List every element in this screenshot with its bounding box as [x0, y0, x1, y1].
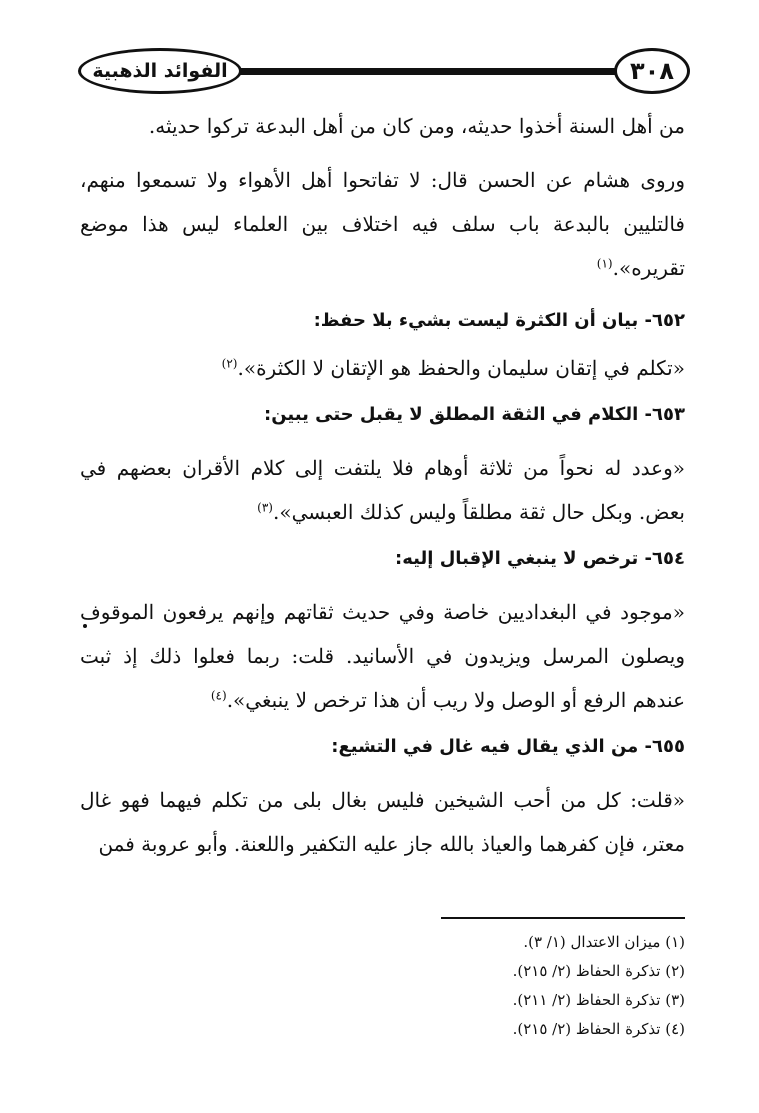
- running-title: الفوائد الذهبية: [92, 60, 228, 82]
- section-heading-652: ٦٥٢- بيان أن الكثرة ليست بشيء بلا حفظ:: [313, 310, 685, 331]
- paragraph: [80, 346, 685, 390]
- footnote-ref: (٢): [221, 356, 238, 371]
- paragraph: [80, 446, 685, 534]
- footnotes: [80, 928, 685, 1044]
- footnote-ref: (١): [596, 256, 613, 271]
- section-heading-654: ٦٥٤- ترخص لا ينبغي الإقبال إليه:: [395, 548, 685, 569]
- section-heading-653: ٦٥٣- الكلام في الثقة المطلق لا يقبل حتى يبين:: [264, 404, 685, 425]
- footnote-item: (٣) تذكرة الحفاظ (٢/ ٢١١).: [512, 991, 685, 1009]
- header-title-frame: [78, 48, 242, 94]
- paragraph-text: وروى هشام عن الحسن قال: لا تفاتحوا أهل الأهواء ولا تسمعوا منهم، فالتليين بالبدعة باب سلف فيه اختلاف بين العلماء ليس هذا موضع تقريره».: [80, 168, 685, 280]
- paragraph: [80, 158, 685, 290]
- paragraph: «قلت: كل من أحب الشيخين فليس بغال بلى من تكلم فيهما فهو غال معتر، فإن كفرهما والعياذ بالله جاز عليه التكفير واللعنة. وأبو عروبة فمن: [80, 788, 685, 856]
- main-text: [80, 104, 685, 866]
- page-header: [78, 44, 690, 102]
- page-number-frame: [614, 48, 690, 94]
- paragraph-text: «تكلم في إتقان سليمان والحفظ هو الإتقان لا الكثرة».: [237, 356, 685, 380]
- paragraph-text: «وعدد له نحواً من ثلاثة أوهام فلا يلتفت إلى كلام الأقران بعضهم في بعض. وبكل حال ثقة مطلقاً وليس كذلك العبسي».: [80, 456, 685, 524]
- footnote-item: (١) ميزان الاعتدال (١/ ٣).: [523, 933, 685, 951]
- paragraph-text: «موجود في البغداديين خاصة وفي حديث ثقاتهم وإنهم يرفعون الموقوف ويصلون المرسل ويزيدون في الأسانيد. قلت: ربما فعلوا ذلك إذ ثبت عندهم الرفع أو الوصل ولا ريب أن هذا ترخص لا ينبغي».: [80, 600, 685, 712]
- section-heading-655: ٦٥٥- من الذي يقال فيه غال في التشيع:: [331, 736, 685, 757]
- header-rule: [228, 68, 620, 75]
- paragraph: من أهل السنة أخذوا حديثه، ومن كان من أهل البدعة تركوا حديثه.: [148, 114, 685, 138]
- footnote-divider: [441, 917, 685, 919]
- footnote-ref: (٣): [257, 500, 273, 515]
- footnote-item: (٢) تذكرة الحفاظ (٢/ ٢١٥).: [512, 962, 685, 980]
- paragraph: [80, 590, 685, 722]
- footnote-item: (٤) تذكرة الحفاظ (٢/ ٢١٥).: [512, 1020, 685, 1038]
- footnote-ref: (٤): [210, 688, 227, 703]
- page-number: ٣٠٨: [630, 57, 674, 85]
